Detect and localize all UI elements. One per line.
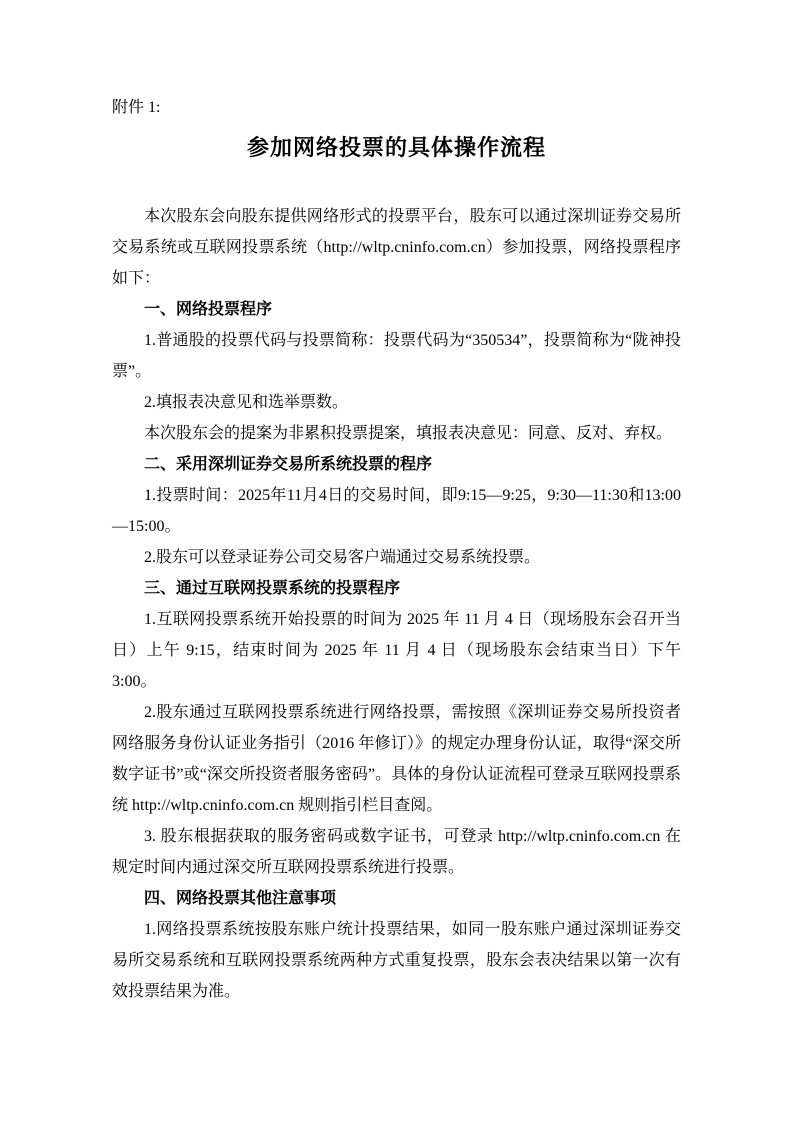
section-heading-4: 四、网络投票其他注意事项	[144, 890, 337, 907]
paragraph-login-voting: 3. 股东根据获取的服务密码或数字证书，可登录 http://wltp.cninfo.com.cn 在规定时间内通过深交所互联网投票系统进行投票。	[112, 828, 681, 876]
paragraph-proposal-type: 本次股东会的提案为非累积投票提案，填报表决意见：同意、反对、弃权。	[144, 425, 673, 442]
paragraph-broker-client: 2.股东可以登录证券公司交易客户端通过交易系统投票。	[144, 549, 541, 566]
document-title: 参加网络投票的具体操作流程	[246, 135, 546, 160]
paragraph-intro: 本次股东会向股东提供网络形式的投票平台，股东可以通过深圳证券交易所交易系统或互联网投票系统（http://wltp.cninfo.com.cn）参加投票，网络投票程序如下：	[112, 208, 681, 287]
paragraph-vote-code: 1.普通股的投票代码与投票简称：投票代码为“350534”，投票简称为“陇神投票”。	[112, 332, 681, 380]
section-heading-2: 二、采用深圳证券交易所系统投票的程序	[144, 456, 433, 473]
paragraph-identity-authentication: 2.股东通过互联网投票系统进行网络投票，需按照《深圳证券交易所投资者网络服务身份认证业务指引（2016 年修订）》的规定办理身份认证，取得“深交所数字证书”或“深交所投资者服务密码”。具体的身份认证流程可登录互联网投票系统 http://wltp.cninfo.com.cn 规则指引栏目查阅。	[112, 704, 681, 814]
paragraph-fill-opinion: 2.填报表决意见和选举票数。	[144, 394, 349, 411]
attachment-label: 附件 1:	[112, 99, 161, 116]
paragraph-voting-time: 1.投票时间：2025年11月4日的交易时间，即9:15—9:25，9:30—11:30和13:00—15:00。	[112, 487, 681, 535]
paragraph-duplicate-vote-rule: 1.网络投票系统按股东账户统计投票结果，如同一股东账户通过深圳证券交易所交易系统和互联网投票系统两种方式重复投票，股东会表决结果以第一次有效投票结果为准。	[112, 921, 681, 1000]
paragraph-internet-voting-time: 1.互联网投票系统开始投票的时间为 2025 年 11 月 4 日（现场股东会召开当日）上午 9:15，结束时间为 2025 年 11 月 4 日（现场股东会结束当日）下午 3:00。	[112, 611, 681, 690]
section-heading-1: 一、网络投票程序	[144, 301, 273, 318]
section-heading-3: 三、通过互联网投票系统的投票程序	[144, 580, 401, 597]
